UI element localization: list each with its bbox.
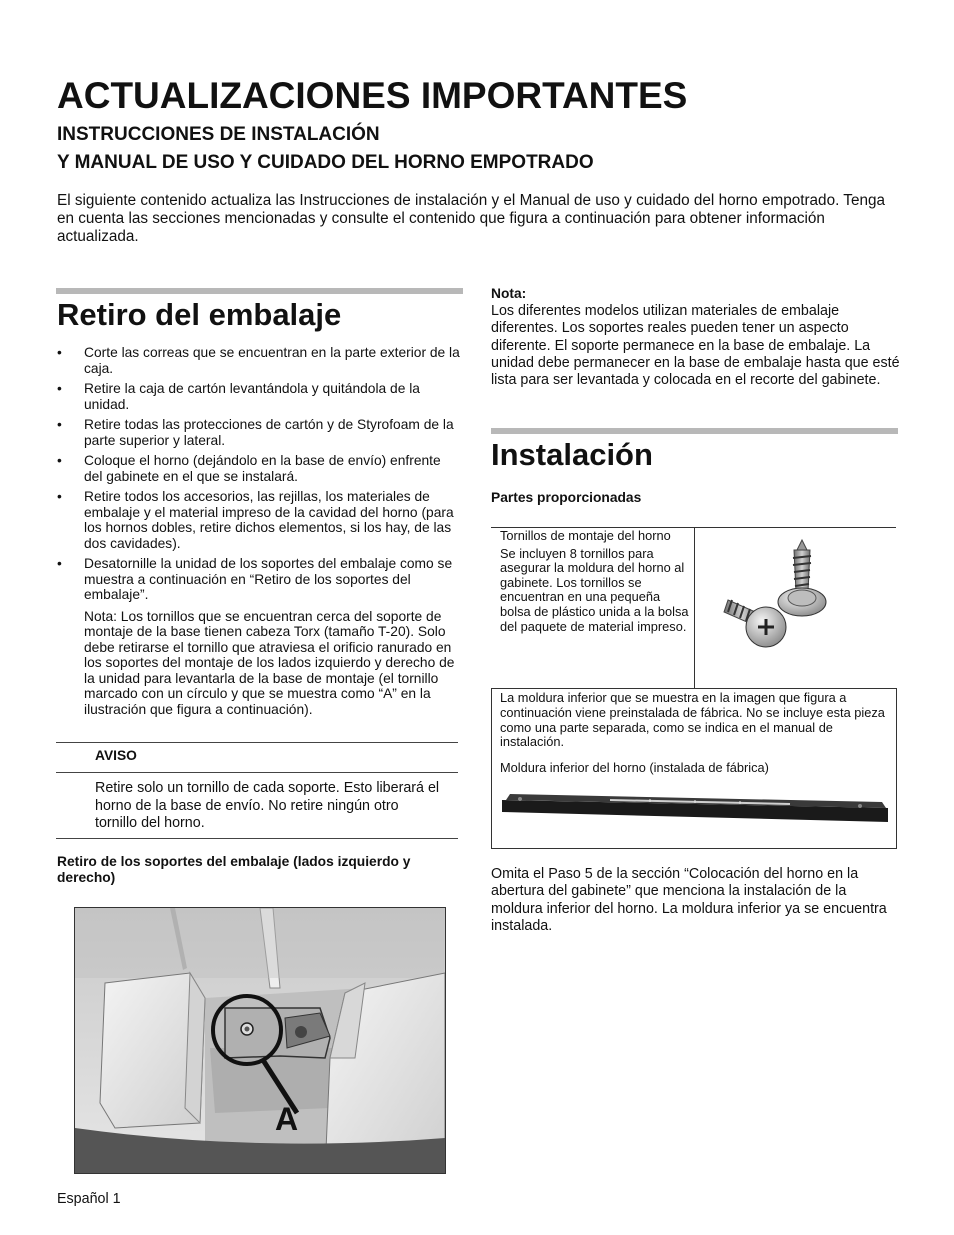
subtitle-line-2: Y MANUAL DE USO Y CUIDADO DEL HORNO EMPOTRADO [57,152,594,173]
page-title: ACTUALIZACIONES IMPORTANTES [57,75,688,116]
page-footer: Español 1 [57,1191,121,1207]
unpacking-steps [57,345,462,717]
bullet-icon: • [57,345,62,360]
bullet-icon: • [57,453,62,468]
parts-heading: Partes proporcionadas [491,490,642,505]
list-item: • Coloque el horno (dejándolo en la base de envío) enfrente del gabinete en el que se instalará. [57,453,441,484]
screws-cell [500,529,690,634]
trim-description: La moldura inferior que se muestra en la imagen que figura a continuación viene preinstalada de fábrica. No se incluye esta pieza como una parte separada, como se indica en el manual de instalación. [500,690,885,750]
screws-icon [700,532,890,682]
warning-bottom-rule [56,838,458,839]
bullet-icon: • [57,556,62,571]
bullet-list [57,345,462,603]
figure-caption: Retiro de los soportes del embalaje (lados izquierdo y derecho) [57,854,411,885]
section-divider-left [56,288,463,294]
list-item: • Desatornille la unidad de los soportes del embalaje como se muestra a continuación en “Retiro de los soportes del embalaje”. [57,556,453,602]
warning-mid-rule [56,772,458,773]
trim-caption: Moldura inferior del horno (instalada de fábrica) [500,760,769,775]
warning-label: AVISO [95,748,137,763]
figure-callout-label: A [275,1101,299,1137]
closing-paragraph: Omita el Paso 5 de la sección “Colocación del horno en la abertura del gabinete” que menciona la instalación de la moldura inferior del horno. La moldura inferior ya se encuentra instalada. [491,866,887,934]
intro-paragraph: El siguiente contenido actualiza las Instrucciones de instalación y el Manual de uso y cuidado del horno empotrado. Tenga en cuenta las secciones mencionadas y consulte el contenido que figura a continuación para obtener información actualizada. [57,192,885,245]
warning-text: Retire solo un tornillo de cada soporte. Esto liberará el horno de la base de envío. No retire ningún otro tornillo del horno. [95,780,440,831]
list-item: • Retire todos los accesorios, las rejillas, los materiales de embalaje y el material impreso de la cavidad del horno (para los hornos dobles, retire dichos elementos, si los hay, de las dos cavidades). [57,489,454,551]
list-item: • Corte las correas que se encuentran en la parte exterior de la caja. [57,345,460,376]
packaging-note: Los diferentes modelos utilizan materiales de embalaje diferentes. Los soportes reales pueden tener un aspecto diferente. El soporte permanece en la base de embalaje. La unidad debe permanecer en la base de embalaje hasta que esté lista para ser levantada y colocada en el recorte del gabinete. [491,303,900,389]
bullet-icon: • [57,489,62,504]
trim-bar-icon [500,790,890,826]
trim-image [500,790,890,826]
screws-description: Se incluyen 8 tornillos para asegurar la moldura del horno al gabinete. Los tornillos se encuentran en una pequeña bolsa de plástico unida a la bolsa del paquete de material impreso. [500,545,689,634]
screws-title: Tornillos de montaje del horno [500,528,671,543]
list-item: • Retire la caja de cartón levantándola y quitándola de la unidad. [57,381,420,412]
bullet-icon: • [57,381,62,396]
screws-image [700,532,890,682]
note-label: Nota: [491,286,527,301]
bullet-icon: • [57,417,62,432]
warning-top-rule [56,742,458,743]
bracket-illustration [74,907,446,1174]
subtitle-line-1: INSTRUCCIONES DE INSTALACIÓN [57,124,380,145]
section-title-retiro: Retiro del embalaje [57,297,342,332]
torx-note: Nota: Los tornillos que se encuentran cerca del soporte de montaje de la base tienen cabeza Torx (tamaño T-20). Solo debe retirarse el tornillo que atraviesa el orificio ranurado en los soportes del montaje de los lados izquierdo y derecho de la unidad para levantarla de la base de montaje (el tornillo marcado con un círculo y que se muestra como “A” en la ilustración que figura a continuación). [84,608,455,717]
bracket-diagram [75,908,445,1173]
section-title-instalacion: Instalación [491,437,653,472]
parts-table-divider [694,527,695,688]
list-item: • Retire todas las protecciones de cartón y de Styrofoam de la parte superior y lateral. [57,417,454,448]
section-divider-right [491,428,898,434]
